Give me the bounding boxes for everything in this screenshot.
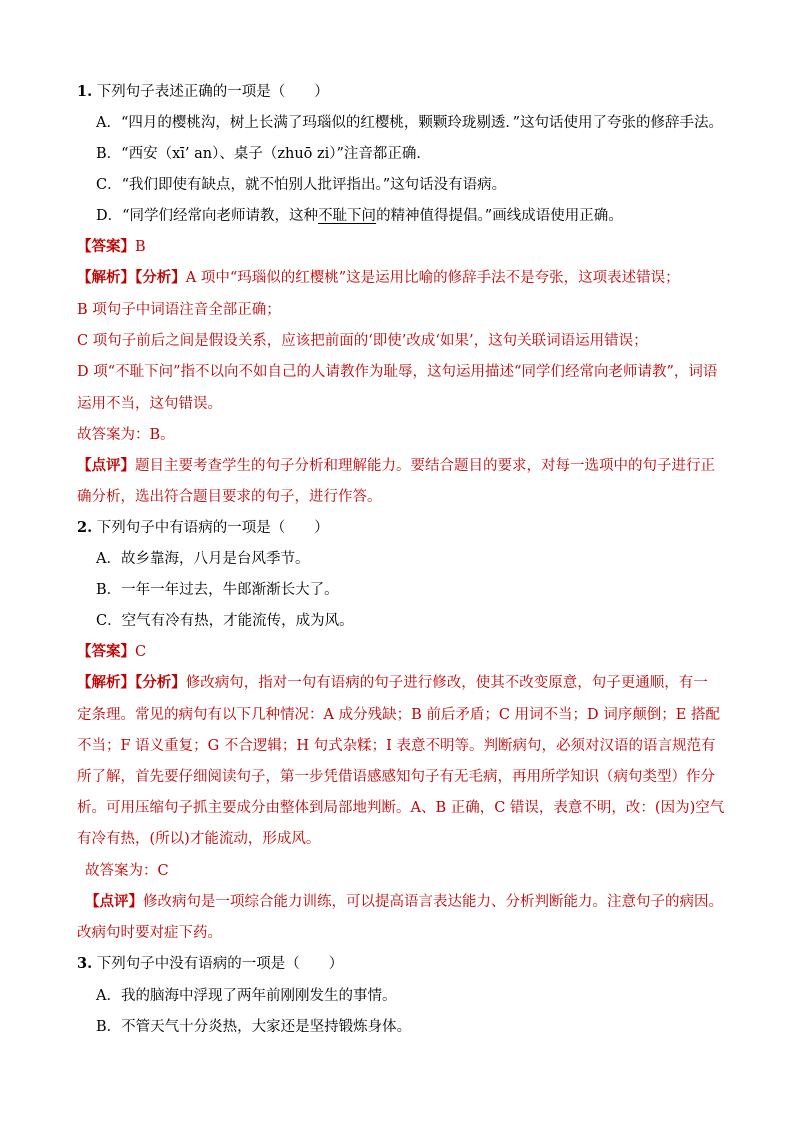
question-2-option-a (96, 549, 309, 569)
option-label: B． (96, 582, 122, 598)
option-text: 一年一年过去，牛郎渐渐长大了。 (121, 582, 339, 598)
answer-tag: 【答案】 (77, 643, 135, 660)
question-text: 下列句子中没有语病的一项是（ ） (96, 956, 344, 972)
question-1-answer (77, 237, 146, 257)
analysis-tag: 【解析】【分析】 (77, 269, 186, 286)
question-1-comment-line-2: 确分析，选出符合题目要求的句子，进行作答。 (77, 489, 382, 505)
question-2-analysis-line-4: 所了解，首先要仔细阅读句子，第一步凭借语感感知句子有无毛病，再用所学知识（病句类型）作分 (77, 769, 715, 785)
option-text: “四月的樱桃沟，树上长满了玛瑙似的红樱桃，颗颗玲珑剔透．”这句话使用了夸张的修辞手法。 (120, 115, 724, 131)
question-1-analysis-line-3: C 项句子前后之间是假设关系，应该把前面的‘即使’改成‘如果’，这句关联词语运用错误； (77, 333, 648, 349)
question-1-option-d (96, 206, 623, 226)
option-label: A． (96, 988, 121, 1004)
option-text: 的精神值得提倡。”画线成语使用正确。 (376, 208, 623, 224)
option-label: A． (96, 551, 121, 567)
option-label: B． (96, 1019, 122, 1035)
question-1-comment-line-1 (77, 456, 715, 476)
question-2-analysis-line-1 (77, 673, 708, 693)
question-1-analysis-line-5: 运用不当，这句错误。 (77, 396, 222, 412)
option-text: 故乡靠海，八月是台风季节。 (120, 551, 310, 567)
question-text: 下列句子中有语病的一项是（ ） (96, 520, 329, 536)
question-text: 下列句子表述正确的一项是（ ） (96, 84, 329, 100)
answer-value: B (135, 239, 146, 255)
question-2-analysis-line-3: 不当；F 语义重复；G 不合逻辑；H 句式杂糅；I 表意不明等。判断病句，必须对汉语的语言规范有 (77, 738, 716, 754)
question-1-option-a (96, 113, 723, 133)
analysis-text: 修改病句，指对一句有语病的句子进行修改，使其不改变原意，句子更通顺，有一 (185, 675, 708, 691)
underlined-idiom: 不耻下问 (318, 208, 377, 224)
question-2-option-b (96, 580, 339, 600)
option-text: “同学们经常向老师请教，这种 (122, 208, 319, 224)
comment-tag: 【点评】 (85, 893, 143, 910)
analysis-text: A 项中“玛瑙似的红樱桃”这是运用比喻的修辞手法不是夸张，这项表述错误； (185, 270, 680, 286)
question-2-stem (77, 518, 329, 538)
question-1-analysis-line-2: B 项句子中词语注音全部正确； (77, 302, 281, 318)
comment-tag: 【点评】 (77, 457, 135, 474)
option-text: 我的脑海中浮现了两年前刚刚发生的事情。 (120, 988, 397, 1004)
question-2-analysis-line-5: 析。可用压缩句子抓主要成分由整体到局部地判断。A、B 正确，C 错误，表意不明，改：(因为)空气 (77, 800, 725, 816)
comment-text: 修改病句是一项综合能力训练，可以提高语言表达能力、分析判断能力。注意句子的病因。 (143, 894, 723, 910)
question-2-conclusion: 故答案为：C (85, 863, 169, 879)
question-2-comment-line-2: 改病句时要对症下药。 (77, 925, 222, 941)
question-1-stem (77, 82, 329, 102)
question-2-option-c (96, 611, 354, 631)
question-2-analysis-line-2: 定条理。常见的病句有以下几种情况：A 成分残缺；B 前后矛盾；C 用词不当；D 词序颠倒；E 搭配 (77, 707, 720, 723)
question-3-option-a (96, 986, 396, 1006)
question-3-stem (77, 954, 343, 974)
question-number: 1. (77, 83, 93, 100)
option-label: B． (96, 146, 122, 162)
question-3-option-b (96, 1017, 411, 1037)
question-2-comment-line-1 (85, 892, 723, 912)
option-label: A． (96, 115, 121, 131)
option-text: “西安（xī’ an）、桌子（zhuō zi）”注音都正确． (121, 146, 431, 162)
question-1-analysis-line-1 (77, 268, 680, 288)
answer-tag: 【答案】 (77, 238, 135, 255)
question-number: 3. (77, 955, 93, 972)
question-2-analysis-line-6: 有冷有热，(所以)才能流动，形成风。 (77, 831, 321, 847)
question-1-conclusion: 故答案为：B。 (77, 427, 175, 443)
option-label: C． (96, 177, 122, 193)
analysis-tag: 【解析】【分析】 (77, 674, 186, 691)
option-label: D． (96, 208, 123, 224)
question-2-answer (77, 642, 146, 662)
answer-value: C (135, 644, 147, 660)
option-text: 不管天气十分炎热，大家还是坚持锻炼身体。 (121, 1019, 412, 1035)
question-number: 2. (77, 519, 93, 536)
option-text: 空气有冷有热，才能流传，成为风。 (121, 613, 354, 629)
question-1-analysis-line-4: D 项“不耻下问”指不以向不如自己的人请教作为耻辱，这句运用描述“同学们经常向老师请教”，词语 (77, 364, 718, 380)
option-text: “我们即使有缺点，就不怕别人批评指出。”这句话没有语病。 (121, 177, 507, 193)
comment-text: 题目主要考查学生的句子分析和理解能力。要结合题目的要求，对每一选项中的句子进行正 (135, 458, 715, 474)
question-1-option-c (96, 175, 506, 195)
option-label: C． (96, 613, 122, 629)
question-1-option-b (96, 144, 431, 164)
